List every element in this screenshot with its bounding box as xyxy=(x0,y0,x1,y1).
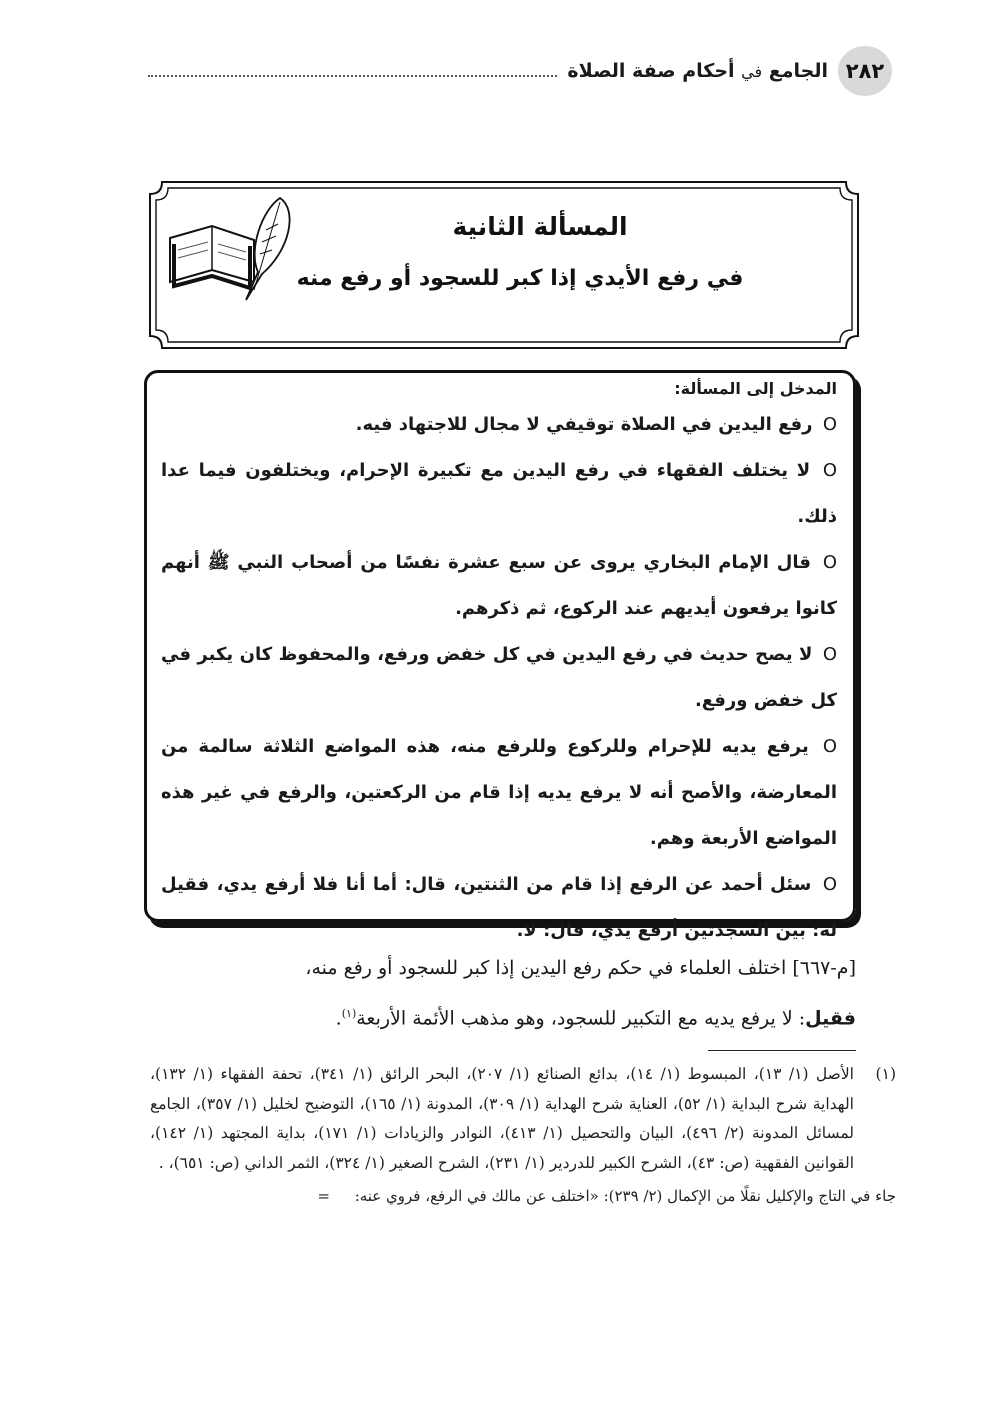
footnote-number: (١) xyxy=(875,1065,896,1083)
intro-heading: المدخل إلى المسألة: xyxy=(674,379,837,398)
footnote-reference[interactable]: (١) xyxy=(341,1007,357,1020)
circle-bullet-icon: O xyxy=(822,552,837,573)
footnotes xyxy=(150,1060,896,1210)
book-title-rest: أحكام صفة الصلاة xyxy=(567,60,735,82)
circle-bullet-icon: O xyxy=(822,874,837,895)
issue-heading: المسألة الثانية xyxy=(452,212,628,241)
book-quill-icon xyxy=(162,190,302,310)
page-header xyxy=(148,46,892,96)
intro-item: O يرفع يديه للإحرام وللركوع وللرفع منه، هذه المواضع الثلاثة سالمة من المعارضة، والأصح أنه لا يرفع يديه إذا قام من الركعتين، والرفع في غير هذه المواضع الأربعة وهم. xyxy=(161,736,837,849)
intro-list xyxy=(161,402,837,954)
page-number: ٢٨٢ xyxy=(838,46,892,96)
issue-subheading: في رفع الأيدي إذا كبر للسجود أو رفع منه xyxy=(296,266,744,291)
footnote-1 xyxy=(150,1060,896,1178)
continuation-mark: = xyxy=(317,1187,330,1205)
body-text xyxy=(150,946,856,1041)
footnote-continuation: جاء في التاج والإكليل نقلًا من الإكمال (٢/ ٢٣٩): «اختلف عن مالك في الرفع، فروي عنه: = xyxy=(317,1187,896,1205)
circle-bullet-icon: O xyxy=(822,736,837,757)
footnote-text: الأصل (١/ ١٣)، المبسوط (١/ ١٤)، بدائع الصنائع (١/ ٢٠٧)، البحر الرائق (١/ ٣٤١)، تحفة الفقهاء (١/ ١٣٢)، الهداية شرح البداية (١/ ٥٢)، العناية شرح الهداية (١/ ٣٠٩)، المدونة (١/ ١٦٥)، التوضيح لخليل (١/ ٣٥٧)، الجامع لمسائل المدونة (٢/ ٤٩٦)، البيان والتحصيل (١/ ٤١٣)، النوادر والزيادات (١/ ١٧١)، بداية المجتهد (١/ ١٤٢)، القوانين الفقهية (ص: ٤٣)، الشرح الكبير للدردير (١/ ٢٣١)، الشرح الصغير (١/ ٣٢٤)، الثمر الداني (ص: ٦٥١)، . xyxy=(150,1065,855,1172)
header-dotted-leader xyxy=(148,75,557,77)
intro-item: O لا يختلف الفقهاء في رفع اليدين مع تكبيرة الإحرام، ويختلفون فيما عدا ذلك. xyxy=(161,460,837,527)
qila-label: فقيل xyxy=(805,1007,856,1030)
footnote-separator xyxy=(708,1050,856,1051)
circle-bullet-icon: O xyxy=(822,414,837,435)
book-title xyxy=(567,60,828,82)
circle-bullet-icon: O xyxy=(822,644,837,665)
running-title xyxy=(148,56,828,86)
intro-box xyxy=(144,370,856,941)
book-title-connector: في xyxy=(741,62,763,81)
book-title-main: الجامع xyxy=(768,60,828,82)
intro-item: O قال الإمام البخاري يروى عن سبع عشرة نفسًا من أصحاب النبي ﷺ أنهم كانوا يرفعون أيديهم عند الركوع، ثم ذكرهم. xyxy=(161,552,837,619)
intro-item: O لا يصح حديث في رفع اليدين في كل خفض ورفع، والمحفوظ كان يكبر في كل خفض ورفع. xyxy=(161,644,837,711)
body-paragraph-2: فقيل: لا يرفع يديه مع التكبير للسجود، وهو مذهب الأئمة الأربعة$^{(١)}$. xyxy=(335,1007,856,1030)
issue-title-frame xyxy=(148,180,860,350)
intro-item: O سئل أحمد عن الرفع إذا قام من الثنتين، قال: أما أنا فلا أرفع يدي، فقيل له: بين السجدتين أرفع يدي، قال: لا. xyxy=(161,874,837,941)
circle-bullet-icon: O xyxy=(822,460,837,481)
body-paragraph-1: [م-٦٦٧] اختلف العلماء في حكم رفع اليدين إذا كبر للسجود أو رفع منه، xyxy=(305,957,856,979)
intro-item: O رفع اليدين في الصلاة توقيفي لا مجال للاجتهاد فيه. xyxy=(355,414,837,435)
